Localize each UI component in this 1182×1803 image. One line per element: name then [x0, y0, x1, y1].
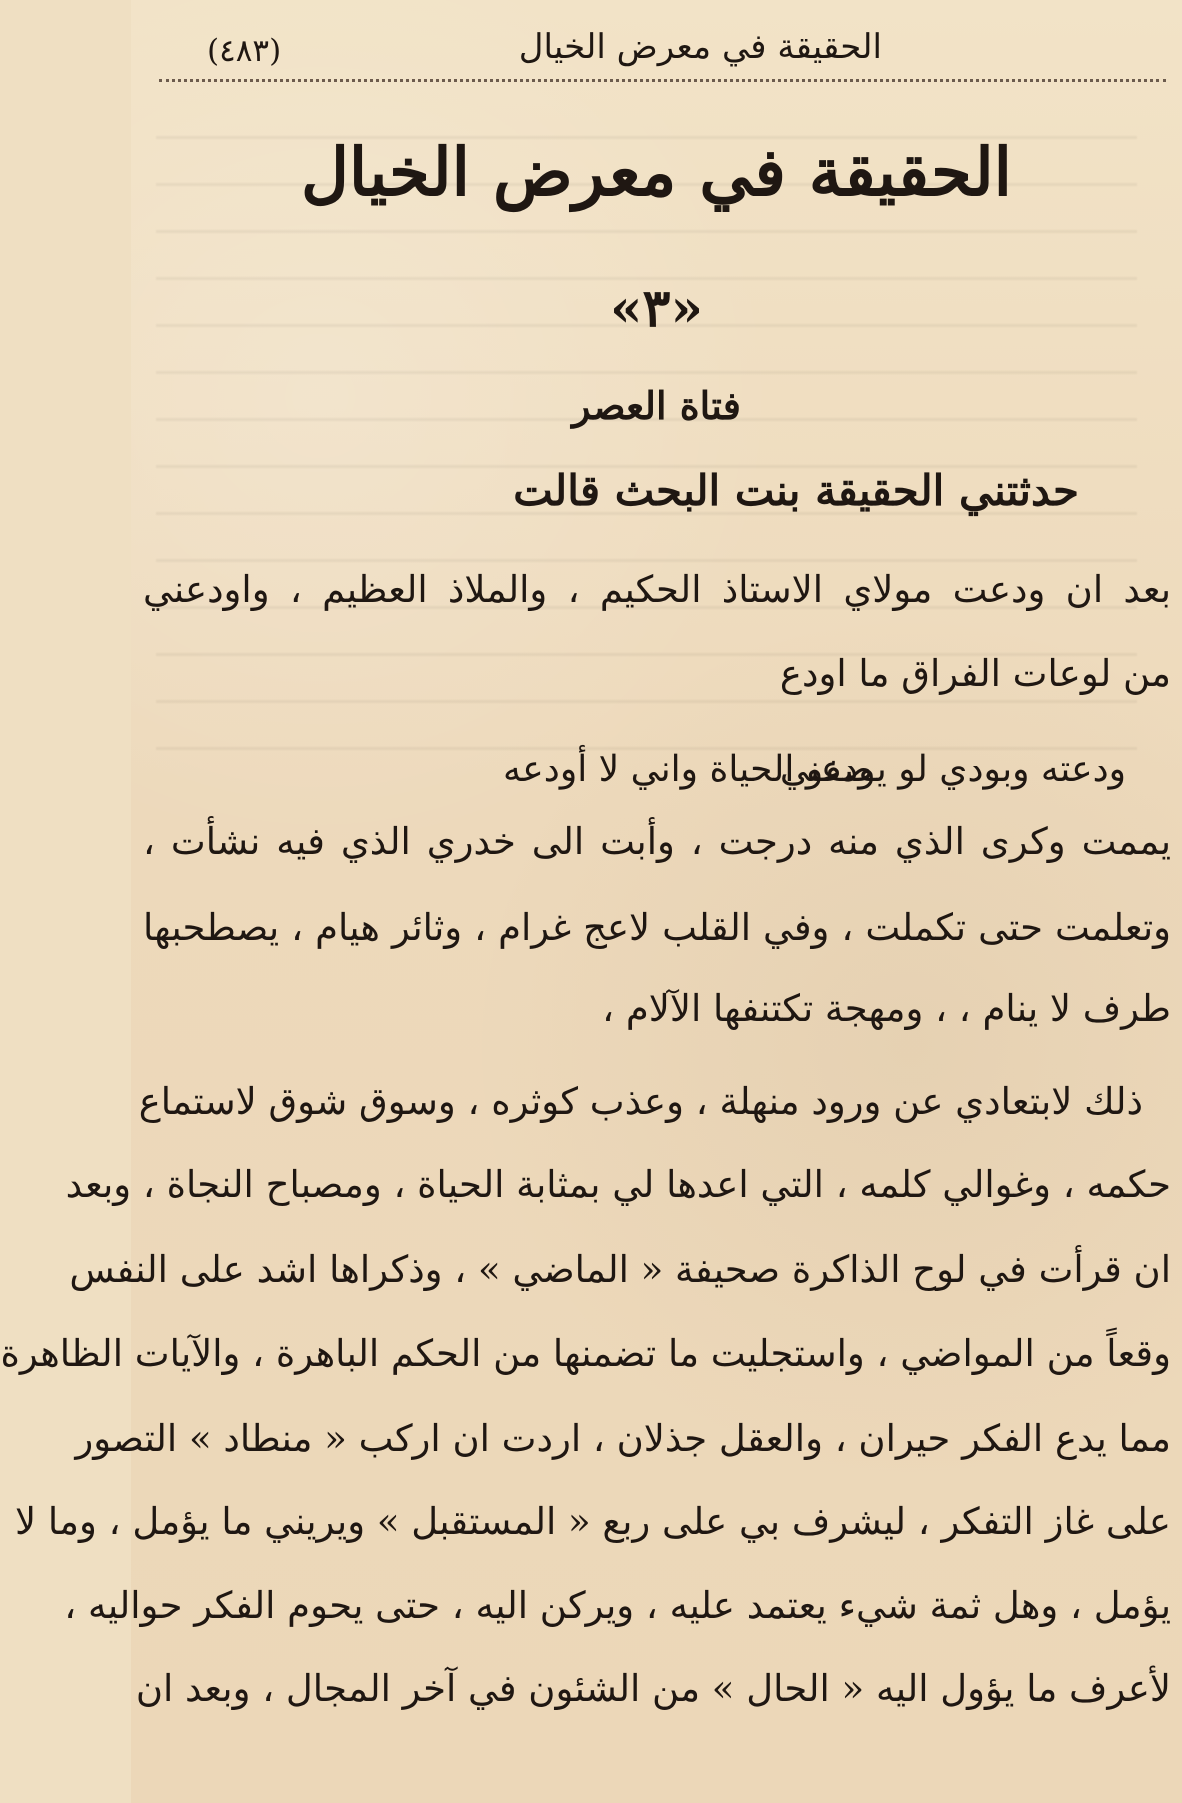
running-header — [149, 18, 1168, 80]
paragraph-line: ان قرأت في لوح الذاكرة صحيفة « الماضي » ، وذكراها اشد على النفس — [69, 1248, 1171, 1291]
paragraph-line: مما يدع الفكر حيران ، والعقل جذلان ، اردت ان اركب « منطاد » التصور — [75, 1417, 1171, 1460]
verse-left-half: صفو الحياة واني لا أودعه — [503, 749, 874, 790]
page-number: (٤٨٣) — [207, 33, 282, 69]
verse-right-half: ودعته وبودي لو يودعني — [779, 749, 1126, 790]
dotted-rule — [159, 79, 1166, 82]
paragraph-line: لأعرف ما يؤول اليه « الحال » من الشئون في آخر المجال ، وبعد ان — [135, 1667, 1171, 1710]
opening-line: حدثتني الحقيقة بنت البحث قالت — [513, 466, 1079, 515]
chapter-number: «٣» — [610, 278, 703, 339]
paragraph-line: وتعلمت حتى تكملت ، وفي القلب لاعج غرام ، وثائر هيام ، يصطحبها — [143, 906, 1171, 949]
paragraph-line: على غاز التفكر ، ليشرف بي على ربع « المستقبل » ويريني ما يؤمل ، وما لا — [15, 1500, 1171, 1543]
paragraph-line: طرف لا ينام ، ، ومهجة تكتنفها الآلام ، — [602, 987, 1171, 1030]
paragraph-line: من لوعات الفراق ما اودع — [779, 652, 1171, 695]
paragraph-line: حكمه ، وغوالي كلمه ، التي اعدها لي بمثابة الحياة ، ومصباح النجاة ، وبعد — [65, 1163, 1171, 1206]
paragraph-line: يممت وكرى الذي منه درجت ، وأبت الى خدري الذي فيه نشأت ، — [143, 820, 1171, 863]
running-title: الحقيقة في معرض الخيال — [518, 27, 882, 67]
paragraph-line: ذلك لابتعادي عن ورود منهلة ، وعذب كوثره ، وسوق شوق لاستماع — [138, 1080, 1143, 1123]
paragraph-line: بعد ان ودعت مولاي الاستاذ الحكيم ، والملاذ العظيم ، واودعني — [143, 568, 1171, 611]
paragraph-line: يؤمل ، وهل ثمة شيء يعتمد عليه ، ويركن اليه ، حتى يحوم الفكر حواليه ، — [64, 1584, 1171, 1627]
section-subtitle: فتاة العصر — [572, 383, 741, 428]
paragraph-line: وقعاً من المواضي ، واستجليت ما تضمنها من الحكم الباهرة ، والآيات الظاهرة — [0, 1332, 1171, 1375]
article-title: الحقيقة في معرض الخيال — [300, 133, 1013, 211]
